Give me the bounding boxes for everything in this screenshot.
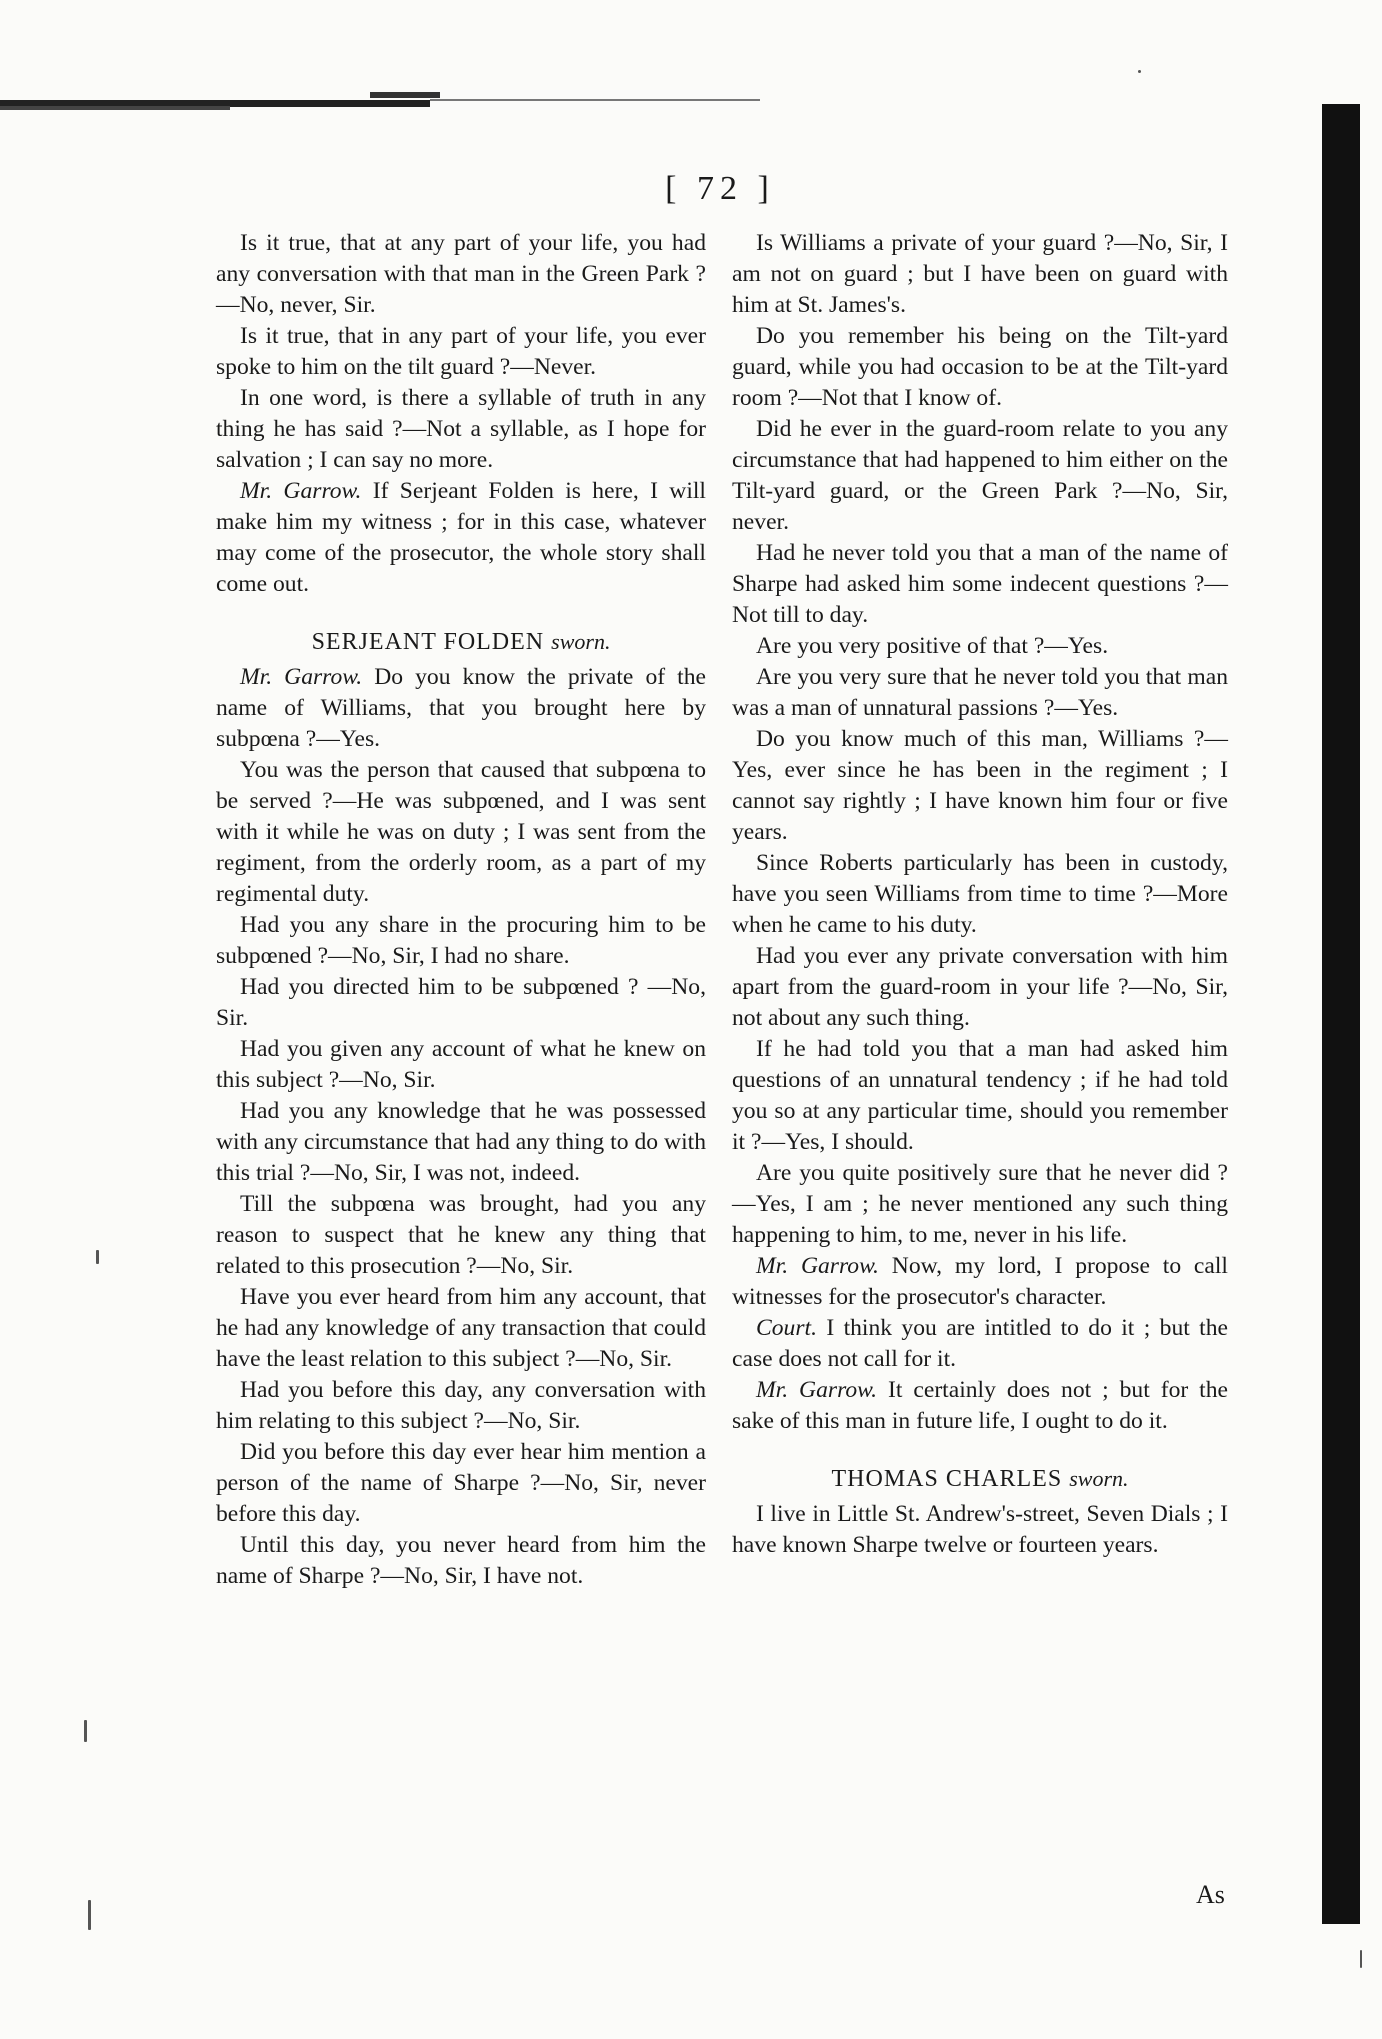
paragraph-text: Did he ever in the guard-room relate to you any circumstance that had happened to him either on the Tilt-yard guard, or the Green Park ?—No, Sir, never.	[732, 416, 1228, 535]
speaker-name: Mr. Garrow.	[756, 1377, 878, 1403]
page-number: [ 72 ]	[665, 170, 775, 207]
testimony-paragraph	[732, 1499, 1228, 1561]
paragraph-text: Do you remember his being on the Tilt-yard guard, while you had occasion to be at the Tilt-yard room ?—Not that I know of.	[732, 323, 1228, 411]
testimony-paragraph	[216, 1530, 706, 1592]
testimony-paragraph	[216, 1189, 706, 1282]
paragraph-text: I live in Little St. Andrew's-street, Seven Dials ; I have known Sharpe twelve or fourteen years.	[732, 1501, 1228, 1558]
paragraph-text: Have you ever heard from him any account, that he had any knowledge of any transaction that could have the least relation to this subject ?—No, Sir.	[216, 1284, 706, 1372]
paragraph-text: Had you any share in the procuring him to be subpœned ?—No, Sir, I had no share.	[216, 912, 706, 969]
paragraph-text: Is Williams a private of your guard ?—No, Sir, I am not on guard ; but I have been on guard with him at St. James's.	[732, 230, 1228, 318]
paragraph-text: In one word, is there a syllable of truth in any thing he has said ?—Not a syllable, as I hope for salvation ; I can say no more.	[216, 385, 706, 473]
paragraph-text: Had you directed him to be subpœned ? —No, Sir.	[216, 974, 706, 1031]
paragraph-text: If Serjeant Folden is here, I will make him my witness ; for in this case, whatever may come of the prosecutor, the whole story shall come out.	[216, 478, 706, 597]
paragraph-text: Since Roberts particularly has been in custody, have you seen Williams from time to time ?—More when he came to his duty.	[732, 850, 1228, 938]
paragraph-text: Is it true, that at any part of your life, you had any conversation with that man in the Green Park ?—No, never, Sir.	[216, 230, 706, 318]
testimony-paragraph	[732, 1158, 1228, 1251]
paragraph-text: Till the subpœna was brought, had you any reason to suspect that he knew any thing that related to this prosecution ?—No, Sir.	[216, 1191, 706, 1279]
witness-name: THOMAS CHARLES	[831, 1466, 1063, 1492]
speaker-paragraph	[732, 1375, 1228, 1437]
testimony-paragraph	[732, 941, 1228, 1034]
witness-heading	[216, 626, 706, 658]
testimony-paragraph	[216, 383, 706, 476]
testimony-paragraph	[216, 910, 706, 972]
speaker-paragraph	[732, 1313, 1228, 1375]
testimony-paragraph	[732, 848, 1228, 941]
testimony-paragraph	[732, 662, 1228, 724]
sworn-label: sworn.	[1069, 1466, 1129, 1491]
testimony-paragraph	[216, 228, 706, 321]
paragraph-text: Do you know the private of the name of Williams, that you brought here by subpœna ?—Yes.	[216, 664, 706, 752]
testimony-paragraph	[216, 1437, 706, 1530]
paragraph-text: Is it true, that in any part of your life, you ever spoke to him on the tilt guard ?—Never.	[216, 323, 706, 380]
top-ink-rule	[0, 88, 760, 116]
testimony-paragraph	[732, 414, 1228, 538]
speaker-name: Mr. Garrow.	[240, 664, 363, 690]
paragraph-text: You was the person that caused that subpœna to be served ?—He was subpœned, and I was sent with it while he was on duty ; I was sent from the regiment, from the orderly room, as a part of my regimental duty.	[216, 757, 706, 907]
testimony-paragraph	[216, 321, 706, 383]
paragraph-text: Do you know much of this man, Williams ?—Yes, ever since he has been in the regiment ; I cannot say rightly ; I have known him four or five years.	[732, 726, 1228, 845]
paragraph-text: Are you very sure that he never told you that man was a man of unnatural passions ?—Yes.	[732, 664, 1228, 721]
paragraph-text: Until this day, you never heard from him the name of Sharpe ?—No, Sir, I have not.	[216, 1532, 706, 1589]
paragraph-text: Now, my lord, I propose to call witnesses for the prosecutor's character.	[732, 1253, 1228, 1310]
speaker-name: Mr. Garrow.	[756, 1253, 879, 1279]
page-gutter-shadow	[1322, 104, 1360, 1924]
paragraph-text: Did you before this day ever hear him mention a person of the name of Sharpe ?—No, Sir, never before this day.	[216, 1439, 706, 1527]
testimony-paragraph	[732, 228, 1228, 321]
speaker-paragraph	[732, 1251, 1228, 1313]
speaker-paragraph	[216, 476, 706, 600]
testimony-paragraph	[216, 1282, 706, 1375]
paragraph-text: Had he never told you that a man of the name of Sharpe had asked him some indecent questions ?—Not till to day.	[732, 540, 1228, 628]
speaker-name: Mr. Garrow.	[240, 478, 362, 504]
catchword: As	[1196, 1880, 1225, 1909]
witness-name: SERJEANT FOLDEN	[311, 629, 545, 655]
testimony-paragraph	[216, 1034, 706, 1096]
testimony-paragraph	[732, 538, 1228, 631]
speaker-paragraph	[216, 662, 706, 755]
testimony-paragraph	[732, 724, 1228, 848]
testimony-paragraph	[216, 755, 706, 910]
paragraph-text: Had you ever any private conversation with him apart from the guard-room in your life ?—No, Sir, not about any such thing.	[732, 943, 1228, 1031]
paragraph-text: I think you are intitled to do it ; but the case does not call for it.	[732, 1315, 1228, 1372]
testimony-paragraph	[216, 1375, 706, 1437]
left-column	[216, 228, 706, 1592]
paragraph-text: If he had told you that a man had asked him questions of an unnatural tendency ; if he had told you so at any particular time, should you remember it ?—Yes, I should.	[732, 1036, 1228, 1155]
testimony-paragraph	[732, 631, 1228, 662]
witness-heading	[732, 1463, 1228, 1495]
speaker-name: Court.	[756, 1315, 817, 1341]
sworn-label: sworn.	[551, 629, 611, 654]
testimony-paragraph	[732, 1034, 1228, 1158]
paragraph-text: Are you very positive of that ?—Yes.	[756, 633, 1109, 659]
paragraph-text: Had you before this day, any conversation with him relating to this subject ?—No, Sir.	[216, 1377, 706, 1434]
paragraph-text: It certainly does not ; but for the sake of this man in future life, I ought to do it.	[732, 1377, 1228, 1434]
paragraph-text: Are you quite positively sure that he never did ?—Yes, I am ; he never mentioned any such thing happening to him, to me, never in his life.	[732, 1160, 1228, 1248]
paragraph-text: Had you any knowledge that he was possessed with any circumstance that had any thing to do with this trial ?—No, Sir, I was not, indeed.	[216, 1098, 706, 1186]
paragraph-text: Had you given any account of what he knew on this subject ?—No, Sir.	[216, 1036, 706, 1093]
testimony-paragraph	[732, 321, 1228, 414]
right-column	[732, 228, 1228, 1561]
testimony-paragraph	[216, 972, 706, 1034]
testimony-paragraph	[216, 1096, 706, 1189]
